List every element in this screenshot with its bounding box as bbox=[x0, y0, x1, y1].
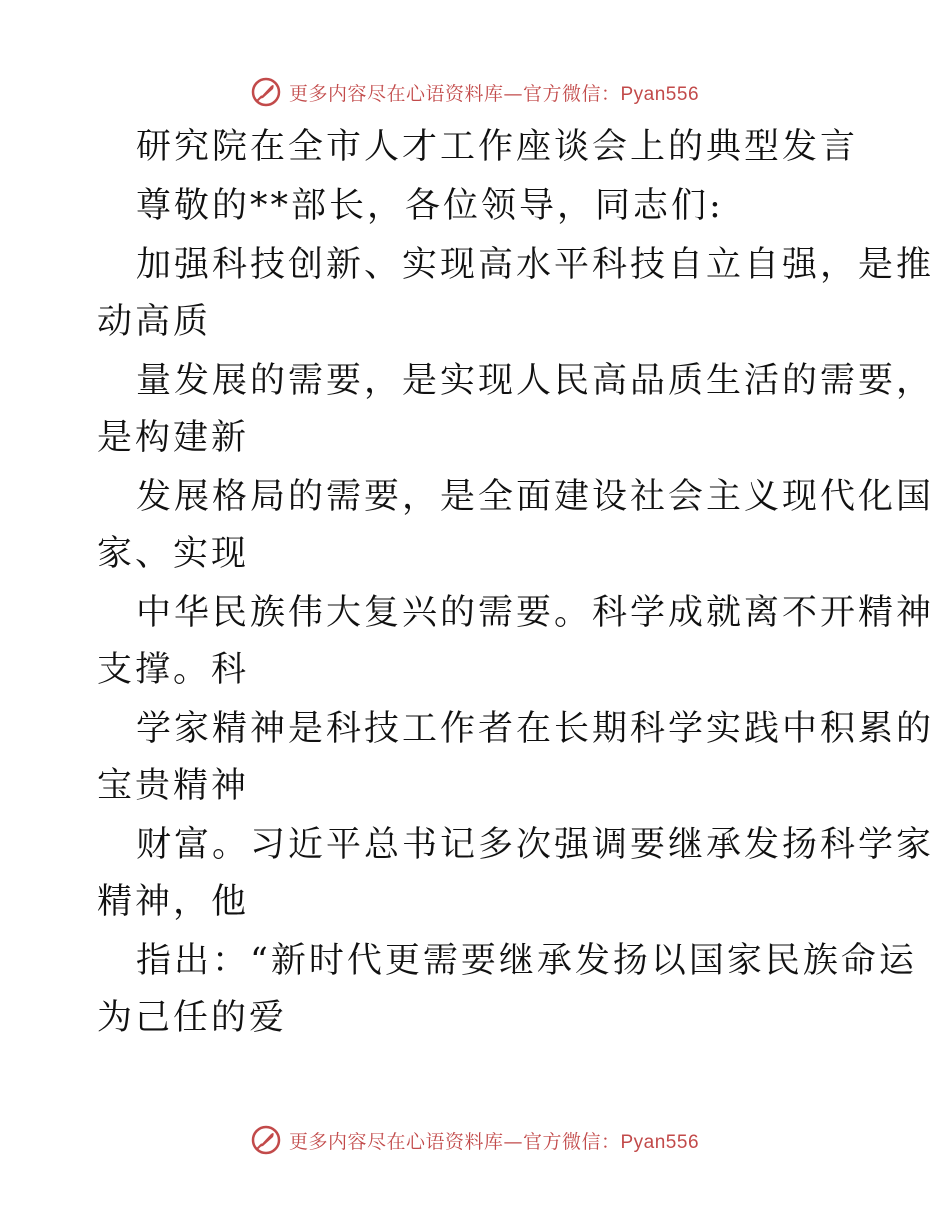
body-line: 财富。习近平总书记多次强调要继承发扬科学家 bbox=[136, 825, 935, 865]
feather-logo-icon bbox=[251, 1125, 281, 1155]
watermark-wechat-id: Pyan556 bbox=[620, 1131, 700, 1153]
watermark-footer bbox=[0, 1120, 950, 1160]
body-line: 支撑。科 bbox=[97, 650, 250, 690]
watermark-header bbox=[0, 72, 950, 112]
feather-logo-icon bbox=[251, 77, 281, 107]
document-title: 研究院在全市人才工作座谈会上的典型发言 bbox=[136, 127, 859, 167]
body-line: 精神，他 bbox=[97, 882, 250, 922]
body-line: 动高质 bbox=[97, 302, 212, 342]
body-line: 是构建新 bbox=[97, 418, 250, 458]
body-line: 发展格局的需要，是全面建设社会主义现代化国 bbox=[136, 477, 935, 517]
body-line: 宝贵精神 bbox=[97, 766, 250, 806]
body-line: 为己任的爱 bbox=[97, 998, 288, 1038]
body-line: 中华民族伟大复兴的需要。科学成就离不开精神 bbox=[136, 593, 935, 633]
body-line: 家、实现 bbox=[97, 534, 250, 574]
salutation: 尊敬的**部长，各位领导，同志们: bbox=[136, 186, 724, 226]
body-line: 加强科技创新、实现高水平科技自立自强，是推 bbox=[136, 245, 935, 285]
watermark-text: 更多内容尽在心语资料库—官方微信： bbox=[288, 82, 621, 105]
watermark-text: 更多内容尽在心语资料库—官方微信： bbox=[288, 1130, 621, 1153]
body-line: 量发展的需要，是实现人民高品质生活的需要， bbox=[136, 361, 935, 401]
body-line: 指出：“新时代更需要继承发扬以国家民族命运 bbox=[136, 941, 917, 981]
body-line: 学家精神是科技工作者在长期科学实践中积累的 bbox=[136, 709, 935, 749]
watermark-wechat-id: Pyan556 bbox=[620, 83, 700, 105]
